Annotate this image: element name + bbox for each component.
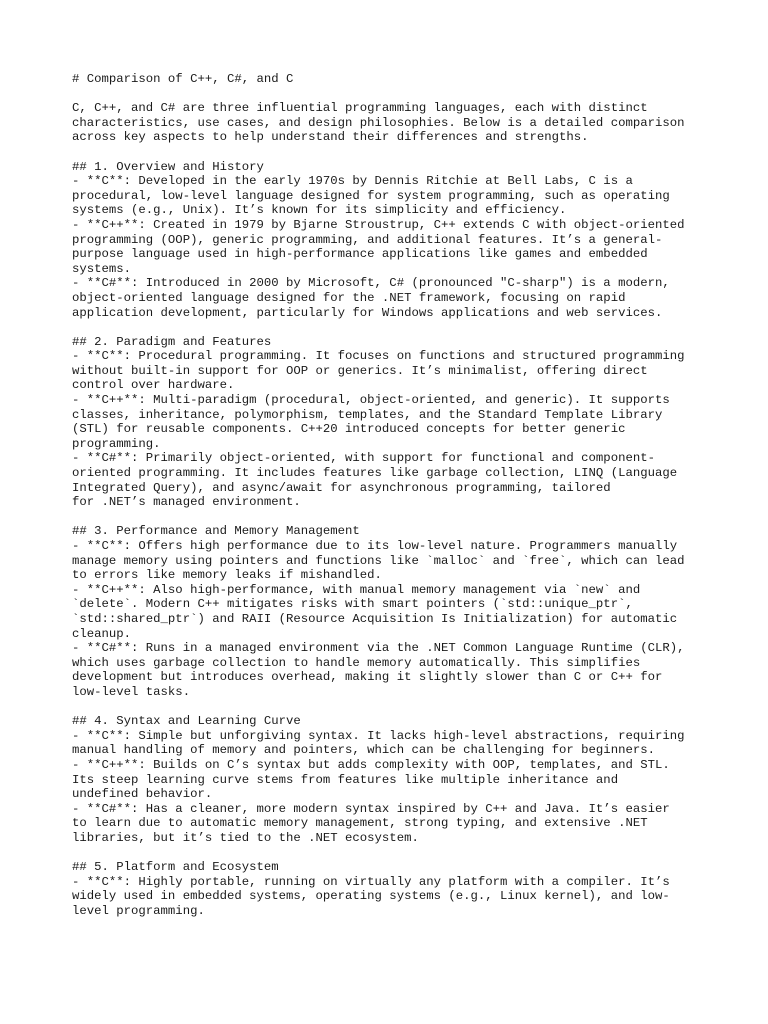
section-paradigm-features — [72, 335, 712, 510]
text-line: across key aspects to help understand their differences and strengths. — [72, 130, 589, 145]
text-line: - **C**: Highly portable, running on virtually any platform with a compiler. It’s — [72, 874, 670, 889]
text-line: systems. — [72, 261, 132, 276]
text-line: classes, inheritance, polymorphism, templates, and the Standard Template Library — [72, 407, 663, 422]
document-title — [72, 72, 712, 87]
text-line: development but introduces overhead, making it slightly slower than C or C++ for — [72, 670, 663, 685]
text-line: programming (OOP), generic programming, and additional features. It’s a general- — [72, 232, 663, 247]
text-line: `std::shared_ptr`) and RAII (Resource Acquisition Is Initialization) for automatic — [72, 611, 678, 626]
text-line: object-oriented language designed for the .NET framework, focusing on rapid — [72, 290, 626, 305]
text-line: procedural, low-level language designed for system programming, such as operating — [72, 188, 670, 203]
text-line: manual handling of memory and pointers, which can be challenging for beginners. — [72, 743, 655, 758]
intro-paragraph — [72, 101, 712, 145]
text-line: - **C#**: Has a cleaner, more modern syntax inspired by C++ and Java. It’s easier — [72, 801, 670, 816]
text-line: - **C**: Offers high performance due to its low-level nature. Programmers manually — [72, 539, 678, 553]
text-line: oriented programming. It includes features like garbage collection, LINQ (Language — [72, 466, 678, 481]
text-line: to errors like memory leaks if mishandled. — [72, 568, 382, 583]
text-line: to learn due to automatic memory management, strong typing, and extensive .NET — [72, 816, 648, 831]
section-heading: ## 3. Performance and Memory Management — [72, 524, 360, 539]
text-line: characteristics, use cases, and design philosophies. Below is a detailed comparison — [72, 115, 685, 130]
text-line: (STL) for reusable components. C++20 introduced concepts for better generic — [72, 422, 626, 437]
section-platform-ecosystem — [72, 860, 712, 918]
section-heading: ## 5. Platform and Ecosystem — [72, 860, 279, 875]
text-line: - **C#**: Primarily object-oriented, with support for functional and component- — [72, 451, 655, 466]
text-line: low-level tasks. — [72, 684, 191, 699]
text-line: cleanup. — [72, 626, 132, 641]
text-line: level programming. — [72, 903, 205, 918]
section-performance-memory — [72, 524, 712, 699]
title-line: # Comparison of C++, C#, and C — [72, 72, 294, 86]
section-heading: ## 2. Paradigm and Features — [72, 334, 272, 349]
text-line: - **C#**: Runs in a managed environment via the .NET Common Language Runtime (CLR), — [72, 641, 685, 656]
text-line: systems (e.g., Unix). It’s known for its simplicity and efficiency. — [72, 203, 567, 218]
section-heading: ## 1. Overview and History — [72, 159, 264, 174]
text-line: manage memory using pointers and functions like `malloc` and `free`, which can lead — [72, 553, 685, 568]
text-line: - **C**: Simple but unforgiving syntax. It lacks high-level abstractions, requiring — [72, 728, 685, 743]
text-line: for .NET’s managed environment. — [72, 495, 301, 510]
section-syntax-learning — [72, 714, 712, 845]
text-line: without built-in support for OOP or generics. It’s minimalist, offering direct — [72, 363, 648, 378]
text-line: purpose language used in high-performance applications like games and embedded — [72, 247, 648, 262]
text-line: undefined behavior. — [72, 787, 213, 802]
text-line: widely used in embedded systems, operating systems (e.g., Linux kernel), and low- — [72, 889, 670, 904]
text-line: application development, particularly for Windows applications and web services. — [72, 305, 663, 320]
text-line: - **C++**: Multi-paradigm (procedural, object-oriented, and generic). It supports — [72, 393, 670, 408]
section-overview-history — [72, 160, 712, 321]
text-line: C, C++, and C# are three influential programming languages, each with distinct — [72, 101, 648, 116]
text-line: libraries, but it’s tied to the .NET ecosystem. — [72, 830, 419, 845]
text-line: - **C**: Developed in the early 1970s by Dennis Ritchie at Bell Labs, C is a — [72, 174, 633, 189]
text-line: programming. — [72, 436, 161, 451]
text-line: Integrated Query), and async/await for asynchronous programming, tailored — [72, 480, 611, 495]
text-line: `delete`. Modern C++ mitigates risks with smart pointers (`std::unique_ptr`, — [72, 597, 633, 612]
text-line: - **C++**: Created in 1979 by Bjarne Stroustrup, C++ extends C with object-oriented — [72, 217, 685, 232]
text-line: which uses garbage collection to handle memory automatically. This simplifies — [72, 655, 641, 670]
text-line: - **C#**: Introduced in 2000 by Microsoft, C# (pronounced "C-sharp") is a modern, — [72, 276, 670, 291]
section-heading: ## 4. Syntax and Learning Curve — [72, 714, 301, 729]
text-line: - **C++**: Also high-performance, with manual memory management via `new` and — [72, 582, 641, 597]
text-line: - **C**: Procedural programming. It focuses on functions and structured programming — [72, 349, 685, 364]
text-line: Its steep learning curve stems from features like multiple inheritance and — [72, 772, 619, 787]
document-page — [72, 72, 712, 933]
text-line: - **C++**: Builds on C’s syntax but adds complexity with OOP, templates, and STL. — [72, 757, 670, 772]
text-line: control over hardware. — [72, 378, 235, 393]
